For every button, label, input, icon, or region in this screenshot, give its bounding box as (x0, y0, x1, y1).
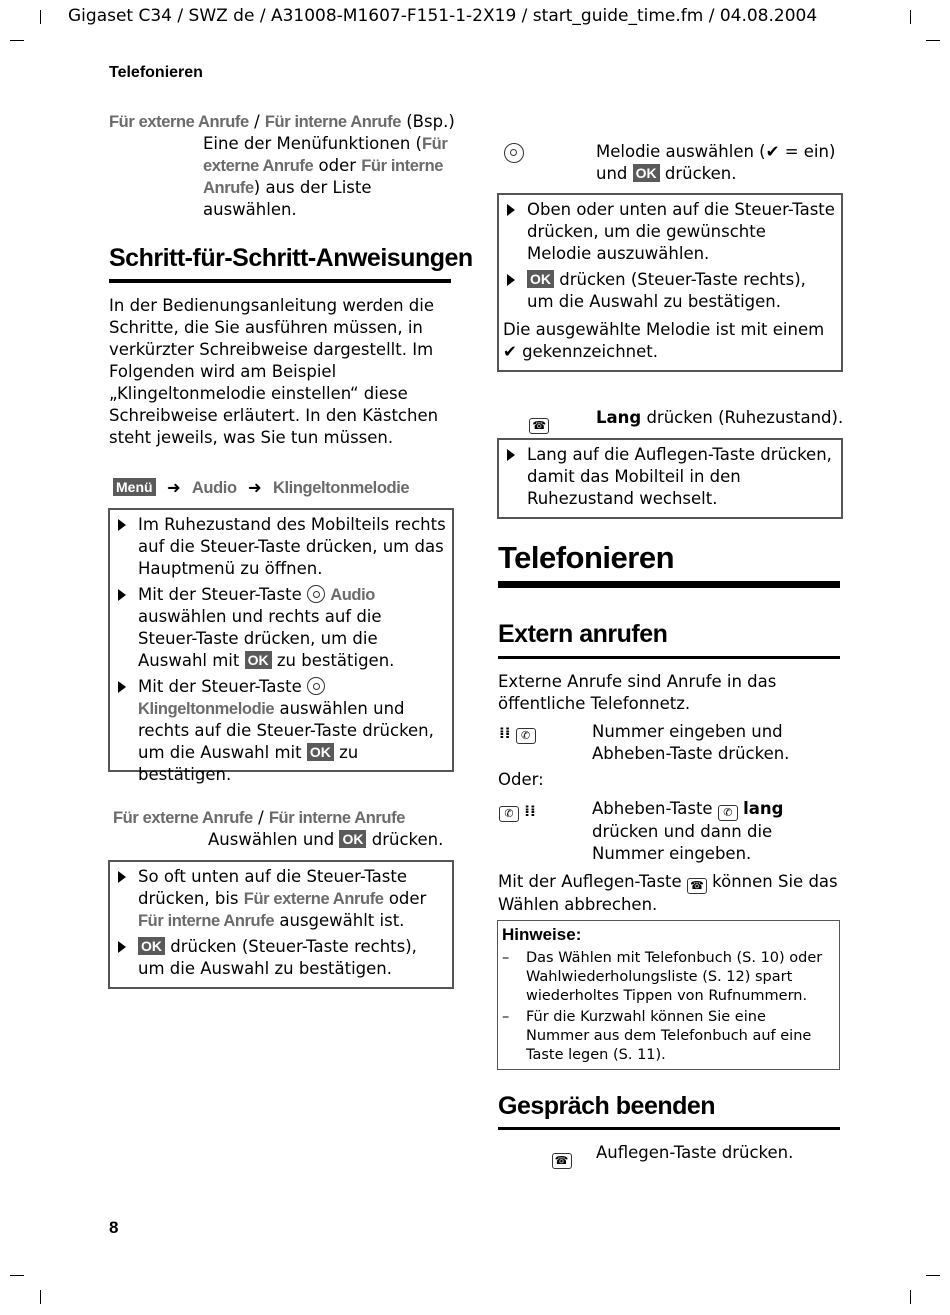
note-item: – Für die Kurzwahl können Sie eine Nummer aus dem Telefonbuch auf eine Taste legen (S. 11). (502, 1009, 812, 1063)
section-rule (109, 279, 451, 283)
bullet-triangle-icon (118, 681, 126, 693)
menu-line (109, 112, 455, 132)
path-ringtone: Klingeltonmelodie (272, 479, 410, 497)
note-box (497, 920, 840, 1070)
control-key-icon (504, 143, 524, 163)
extern-cancel: Mit der Auflegen-Taste ☎ können Sie das Wählen abbrechen. (498, 872, 838, 914)
control-key-icon (307, 585, 325, 603)
crop-mark (910, 10, 911, 24)
intro-paragraph: In der Bedienungsanleitung werden die Schritte, die Sie ausführen müssen, in verkürzter Schreibweise dargestellt. Im Folgenden wird am Beispiel „Klingeltonmelodie einstellen“ diese Schreibweise erläutert. In den Kästchen steht jeweils, was Sie tun müssen. (109, 296, 439, 447)
crop-mark (10, 1275, 24, 1276)
melody-step: Melodie auswählen (✔ = ein) und OK drücken. (596, 142, 836, 183)
example-note: (Bsp.) (406, 112, 455, 131)
box-footer: Die ausgewählte Melodie ist mit einem ✔ gekennzeichnet. (503, 320, 825, 361)
crop-mark (910, 1290, 911, 1304)
end-call-step: Auflegen-Taste drücken. (596, 1143, 794, 1162)
bullet-triangle-icon (507, 204, 515, 216)
separator: / (258, 808, 264, 827)
chapter-title: Telefonieren (498, 540, 675, 575)
box-item: Mit der Steuer-Taste Audio auswählen und rechts auf die Steuer-Taste drücken, um die Auswahl mit OK zu bestätigen. (110, 584, 446, 672)
menu-description: Eine der Menüfunktionen (Für externe Anrufe oder Für interne Anrufe) aus der Liste auswählen. (203, 134, 448, 219)
bullet-triangle-icon (118, 871, 126, 883)
crop-mark (926, 40, 940, 41)
section-rule (498, 1127, 840, 1130)
section-title-steps: Schritt-für-Schritt-Anweisungen (109, 244, 473, 272)
bullet-triangle-icon (118, 519, 126, 531)
box-item: Lang auf die Auflegen-Taste drücken, damit das Mobilteil in den Ruhezustand wechselt. (499, 444, 835, 510)
path-audio: Audio (191, 479, 237, 497)
section-title-end: Gespräch beenden (498, 1092, 716, 1120)
option-extern: Für externe Anrufe (113, 809, 253, 827)
menu-path (113, 478, 409, 498)
box-item: So oft unten auf die Steuer-Taste drücken, bis Für externe Anrufe oder Für interne Anrufe ausgewählt ist. (110, 866, 446, 932)
lang-step: Lang drücken (Ruhezustand). (596, 408, 844, 427)
bullet-triangle-icon (118, 589, 126, 601)
crop-mark (40, 1290, 41, 1304)
option-intern: Für interne Anrufe (268, 809, 405, 827)
note-item: – Das Wählen mit Telefonbuch (S. 10) oder Wahlwiederholungsliste (S. 12) spart wiederholtes Tippen von Rufnummern. (502, 950, 823, 1004)
menu-key: Menü (113, 478, 156, 496)
ok-key: OK (307, 743, 334, 761)
step-icons (499, 800, 536, 822)
section-title-extern: Extern anrufen (498, 620, 668, 648)
option-intern: Für interne Anrufe (264, 113, 401, 131)
step-icons (499, 722, 536, 744)
instruction-box-menu (108, 508, 454, 784)
talk-key-icon: ✆ (516, 728, 536, 744)
instruction-box-melody (497, 193, 843, 372)
box-item: Im Ruhezustand des Mobilteils rechts auf die Steuer-Taste drücken, um das Hauptmenü zu öffnen. (110, 514, 446, 580)
box-item: OK drücken (Steuer-Taste rechts), um die Auswahl zu bestätigen. (110, 936, 446, 980)
note-title: Hinweise: (502, 925, 582, 944)
extern-intro: Externe Anrufe sind Anrufe in das öffentliche Telefonnetz. (498, 672, 777, 713)
instruction-box-hangup (497, 438, 843, 519)
check-icon: ✔ (503, 342, 517, 361)
running-head: Telefonieren (109, 64, 203, 81)
hang-up-key-icon: ☎ (552, 1153, 572, 1169)
control-key-icon (307, 677, 325, 695)
extern-step2: Abheben-Taste ✆ lang drücken und dann die Nummer eingeben. (592, 799, 784, 863)
box-item: Mit der Steuer-Taste Klingeltonmelodie auswählen und rechts auf die Steuer-Taste drücken, um die Auswahl mit OK zu bestätigen. (110, 676, 446, 786)
ok-key: OK (527, 270, 554, 288)
select-line (113, 808, 405, 828)
option-extern: Für externe Anrufe (109, 113, 249, 131)
box-item: OK drücken (Steuer-Taste rechts), um die Auswahl zu bestätigen. (499, 269, 835, 313)
ok-key: OK (138, 937, 165, 955)
page-number: 8 (109, 1218, 119, 1237)
bullet-triangle-icon (507, 274, 515, 286)
crop-mark (926, 1275, 940, 1276)
hang-up-key-icon: ☎ (687, 878, 707, 894)
hang-up-key-icon: ☎ (529, 418, 549, 434)
talk-key-icon: ✆ (499, 806, 519, 822)
bullet-triangle-icon (507, 449, 515, 461)
separator: / (254, 112, 260, 131)
talk-key-icon: ✆ (718, 805, 738, 821)
oder-label: Oder: (498, 770, 544, 789)
select-description: Auswählen und OK drücken. (208, 830, 444, 849)
crop-mark (10, 40, 24, 41)
ok-key: OK (633, 164, 660, 182)
check-icon: ✔ (765, 142, 780, 161)
bullet-triangle-icon (118, 941, 126, 953)
box-item: Oben oder unten auf die Steuer-Taste drücken, um die gewünschte Melodie auszuwählen. (499, 199, 835, 265)
keypad-icon: ⁞⁞ (524, 802, 536, 820)
ok-key: OK (245, 651, 272, 669)
section-rule (498, 656, 840, 659)
crop-mark (40, 10, 41, 24)
keypad-icon: ⁞⁞ (499, 724, 511, 742)
ok-key: OK (339, 830, 366, 848)
instruction-box-select (108, 860, 454, 989)
file-header: Gigaset C34 / SWZ de / A31008-M1607-F151-1-2X19 / start_guide_time.fm / 04.08.2004 (68, 6, 818, 26)
arrow-icon: ➜ (166, 478, 181, 497)
chapter-rule (498, 581, 840, 588)
arrow-icon: ➜ (247, 478, 262, 497)
extern-step1: Nummer eingeben und Abheben-Taste drücken. (592, 722, 790, 763)
